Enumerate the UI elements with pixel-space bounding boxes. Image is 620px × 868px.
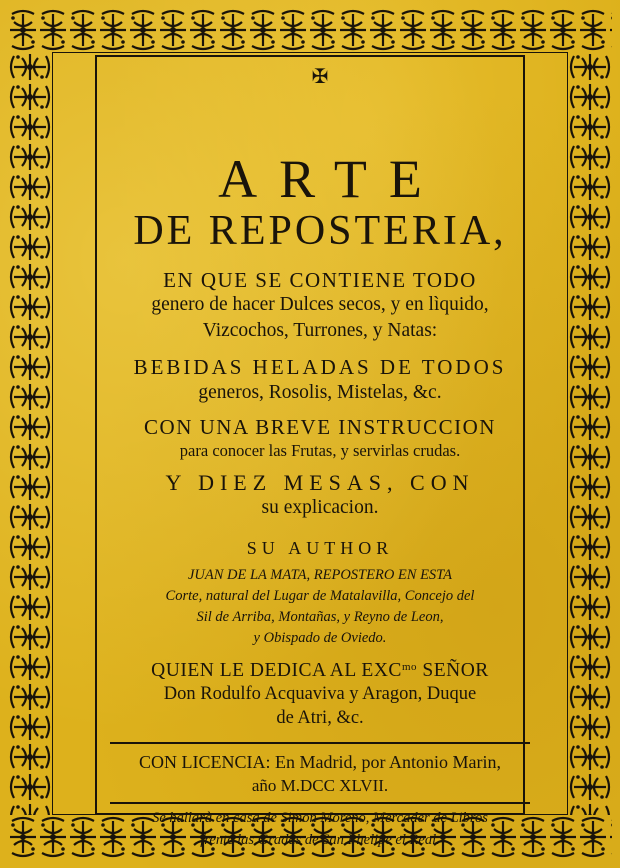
title-line-5: Vizcochos, Turrones, y Natas:	[202, 320, 438, 341]
licence-line-1: CON LICENCIA: En Madrid, por Antonio Marin,	[139, 752, 501, 772]
dedication-superscript: mo	[401, 661, 417, 673]
seller-line-1: Se hallarà en casa de Simon Moreno, Mercader de Libros	[152, 810, 488, 826]
licence-line-2: año M.DCC XLVII.	[251, 776, 389, 795]
ornamental-border-left	[8, 52, 52, 815]
dedication-line-2: Don Rodulfo Acquaviva y Aragon, Duque	[163, 684, 477, 704]
title-page-text	[100, 60, 540, 848]
author-heading: SU AUTHOR	[246, 538, 394, 558]
dedication-pre: QUIEN LE DEDICA AL EXC	[151, 660, 402, 681]
dedication-line-1	[100, 660, 540, 682]
divider-rule-2	[110, 802, 530, 804]
title-line-9: para conocer las Frutas, y servirlas crudas.	[179, 441, 461, 460]
author-line-3: Sil de Arriba, Montañas, y Reyno de Leon,	[196, 609, 444, 625]
author-line-2: Corte, natural del Lugar de Matalavilla, Concejo del	[165, 588, 475, 604]
author-line-1: JUAN DE LA MATA, REPOSTERO EN ESTA	[187, 567, 453, 583]
author-line-4: y Obispado de Oviedo.	[253, 630, 387, 646]
book-title: ARTE	[218, 149, 444, 209]
title-line-6: BEBIDAS HELADAS DE TODOS	[133, 355, 507, 379]
cross-ornament: ✠	[311, 66, 329, 88]
ornamental-border-right	[568, 52, 612, 815]
title-line-7: generos, Rosolis, Mistelas, &c.	[198, 382, 442, 403]
title-line-11: su explicacion.	[261, 497, 379, 518]
title-line-4: genero de hacer Dulces secos, y en lìquido,	[151, 294, 489, 315]
title-line-8: CON UNA BREVE INSTRUCCION	[144, 415, 496, 439]
title-line-3: EN QUE SE CONTIENE TODO	[163, 268, 477, 292]
divider-rule-1	[110, 742, 530, 744]
ornamental-border-top	[8, 8, 612, 52]
book-subtitle: DE REPOSTERIA,	[133, 208, 507, 254]
dedication-post: SEÑOR	[417, 660, 489, 681]
title-line-10: Y DIEZ MESAS, CON	[165, 470, 475, 495]
seller-line-2: frente las Gradas de San Phelipe el Real.	[200, 832, 440, 848]
dedication-line-3: de Atri, &c.	[276, 708, 364, 728]
